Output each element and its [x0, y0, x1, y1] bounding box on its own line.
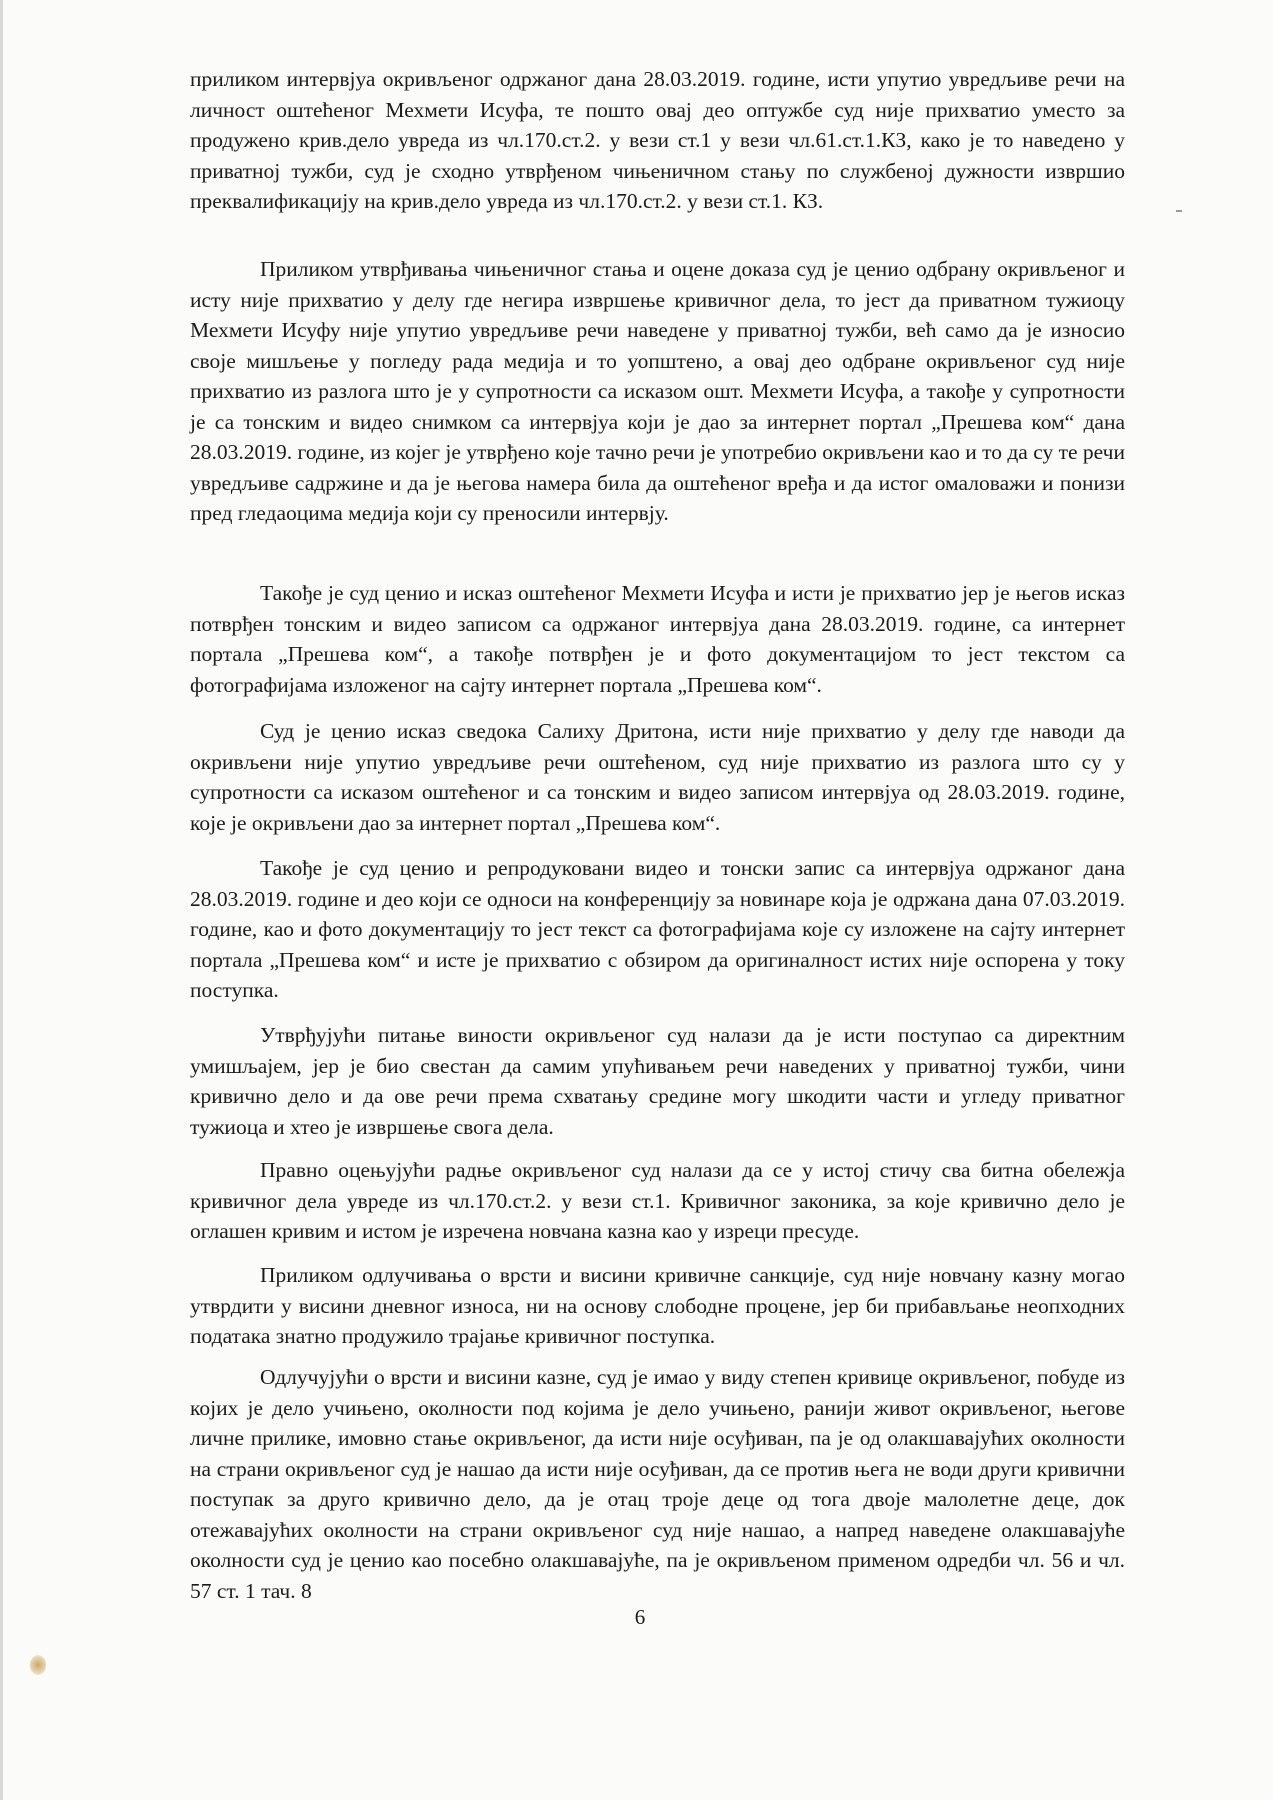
- paragraph-fact-finding: Приликом утврђивања чињеничног стања и оцене доказа суд је ценио одбрану окривљеног и исту није прихватио у делу где негира извршење кривичног дела, то јест да приватном тужиоцу Мехмети Исуфу није упутио увредљиве речи наведене у приватној тужби, већ само да је износио своје мишљење у погледу рада медија и то уопштено, а овај део одбране окривљеног суд није прихватио из разлога што је у супротности са исказом ошт. Мехмети Исуфа, а такође у супротности је са тонским и видео снимком са интервјуа који је дао за интернет портал „Прешева ком“ дана 28.03.2019. године, из којег је утврђено које тачно речи је употребио окривљени као и то да су те речи увредљиве садржине и да је његова намера била да оштећеног вређа и да истог омаловажи и понизи пред гледаоцима медија који су преносили интервју.: [190, 257, 1125, 525]
- paragraph-sanction: Приликом одлучивања о врсти и висини кривичне санкције, суд није новчану казну могао утврдити у висини дневног износа, ни на основу слободне процене, јер би прибављање неопходних података знатно продужило трајање кривичног поступка.: [190, 1263, 1125, 1348]
- page-number: 6: [634, 1605, 646, 1629]
- paragraph-legal-assessment: Правно оцењујући радње окривљеног суд налази да се у истој стичу сва битна обележја кривичног дела увреде из чл.170.ст.2. у вези ст.1. Кривичног законика, за које кривично дело је оглашен кривим и истом је изречена новчана казна као у изреци пресуде.: [190, 1158, 1125, 1243]
- paragraph-sentencing: Одлучујући о врсти и висини казне, суд је имао у виду степен кривице окривљеног, побуде из којих је дело учињено, околности под којима је дело учињено, ранији живот окривљеног, његове личне прилике, имовно стање окривљеног, да исти није осуђиван, па је од олакшавајућих околности на страни окривљеног суд је нашао да исти није осуђиван, да се против њега не води други кривични поступак за друго кривично дело, да је отац троје деце од тога двоје малолетне деце, док отежавајућих околности на страни окривљеног суд није нашао, а напред наведене олакшавајуће околности суд је ценио као посебно олакшавајуће, па је окривљеном применом одредби чл. 56 и чл. 57 ст. 1 тач. 8: [190, 1365, 1125, 1603]
- scan-edge: [0, 0, 3, 1800]
- paragraph-victim-statement: Такође је суд ценио и исказ оштећеног Мехмети Исуфа и исти је прихватио јер је његов исказ потврђен тонским и видео записом са одржаног интервјуа дана 28.03.2019. године, са интернет портала „Прешева ком“, а такође потврђен је и фото документацијом то јест текстом са фотографијама изложеног на сајту интернет портала „Прешева ком“.: [190, 581, 1125, 697]
- paragraph-continuation: приликом интервјуа окривљеног одржаног дана 28.03.2019. године, исти упутио увредљиве речи на личност оштећеног Мехмети Исуфа, те пошто овај део оптужбе суд није прихватио уместо за продужено крив.дело увреда из чл.170.ст.2. у вези ст.1 у вези чл.61.ст.1.КЗ, како је то наведено у приватној тужби, суд је сходно утврђеном чињеничном стању по службеној дужности извршио преквалификацију на крив.дело увреда из чл.170.ст.2. у вези ст.1. КЗ.: [190, 67, 1125, 213]
- paragraph-witness-statement: Суд је ценио исказ сведока Салиху Дритона, исти није прихватио у делу где наводи да окривљени није упутио увредљиве речи оштећеном, суд није прихватио из разлога што су у супротности са исказом оштећеног и са тонским и видео записом интервјуа од 28.03.2019. године, које је окривљени дао за интернет портал „Прешева ком“.: [190, 719, 1125, 835]
- paragraph-guilt: Утврђујући питање виности окривљеног суд налази да је исти поступао са директним умишљајем, јер је био свестан да самим упућивањем речи наведених у приватној тужби, чини кривично дело и да ове речи према схватању средине могу шкодити части и угледу приватног тужиоца и хтео је извршење свога дела.: [190, 1023, 1125, 1139]
- paragraph-video-record: Такође је суд ценио и репродуковани видео и тонски запис са интервјуа одржаног дана 28.03.2019. године и део који се односи на конференцију за новинаре која је одржана дана 07.03.2019. године, као и фото документацију то јест текст са фотографијама које су изложене на сајту интернет портала „Прешева ком“ и исте је прихватио с обзиром да оригиналност истих није оспорена у току поступка.: [190, 856, 1125, 1002]
- scan-speck: [1176, 210, 1182, 212]
- scan-stain: [30, 1655, 46, 1675]
